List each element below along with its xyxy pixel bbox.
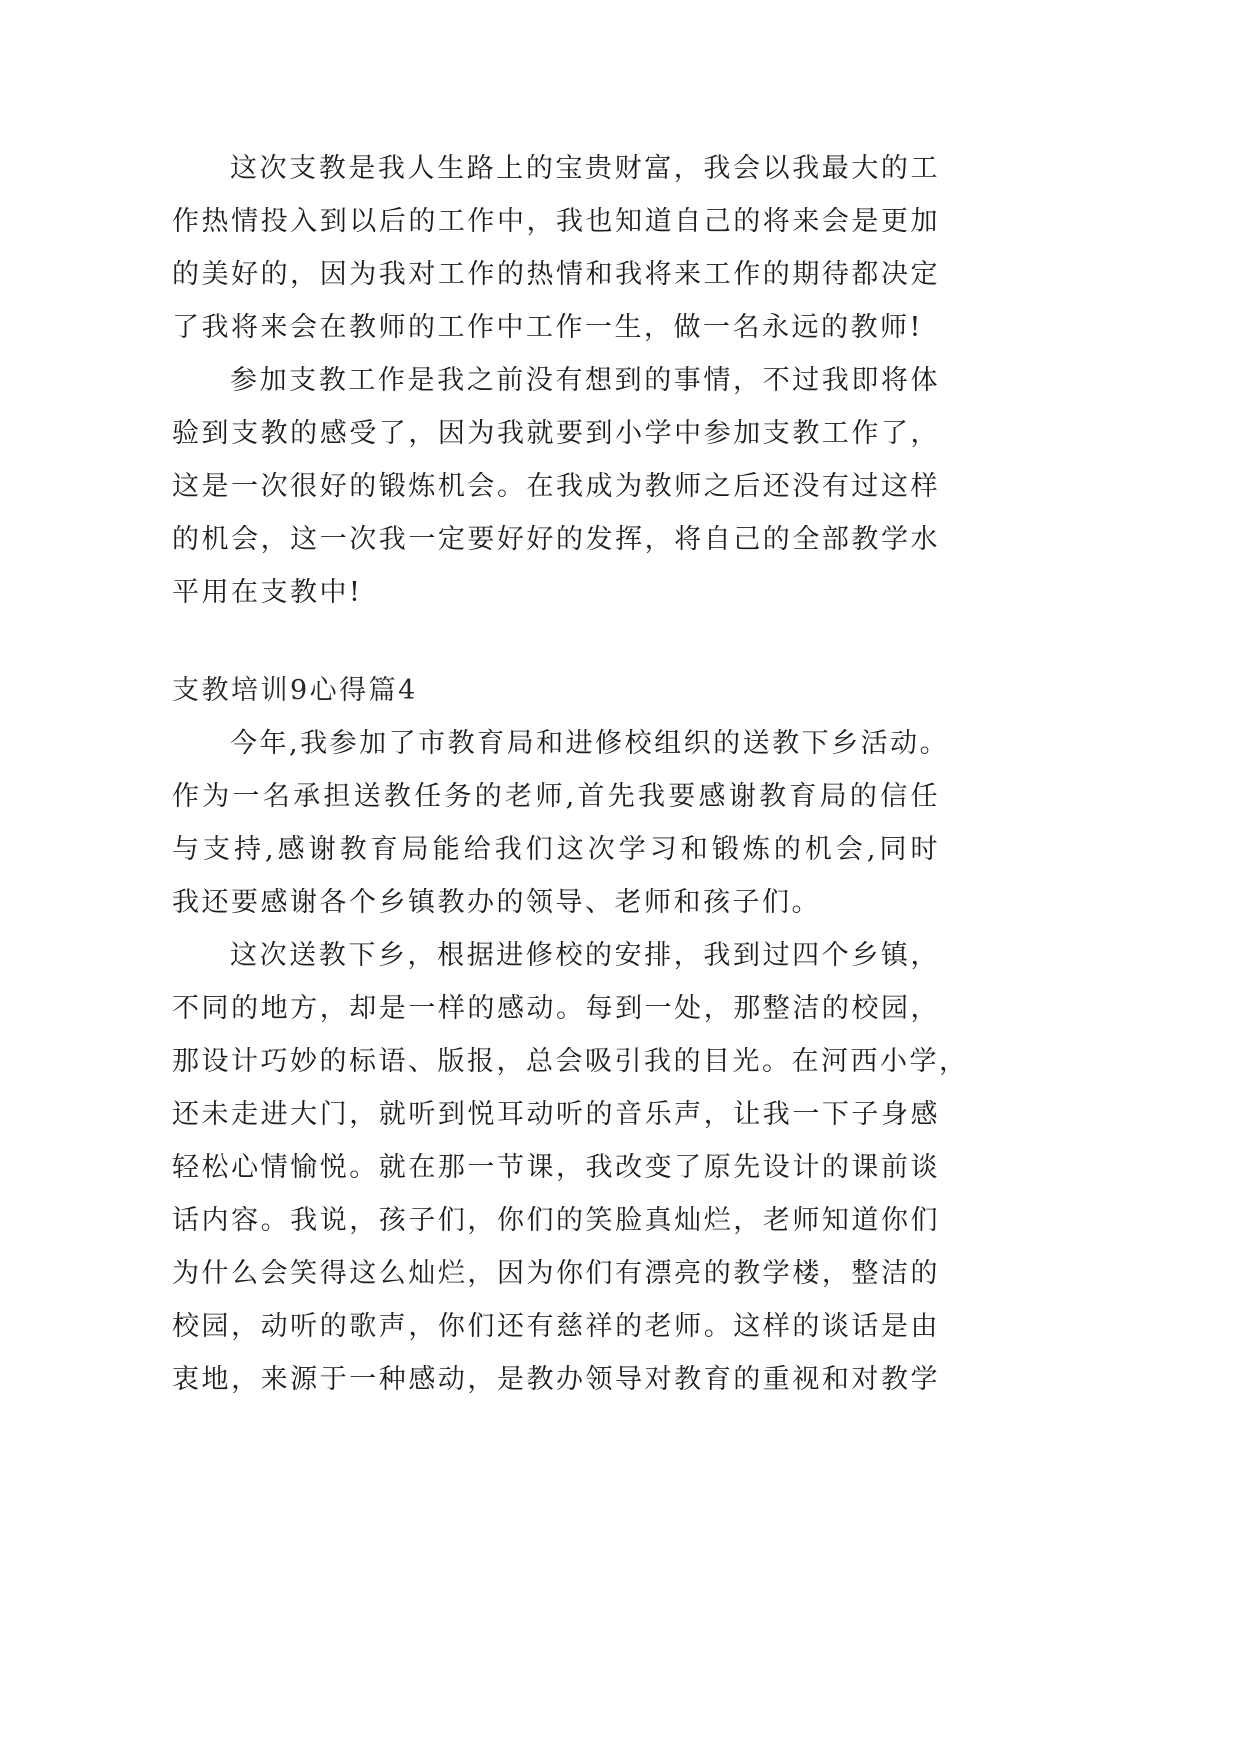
text-line: 还未走进大门，就听到悦耳动听的音乐声，让我一下子身感 [172,1099,940,1130]
text-line: 与支持,感谢教育局能给我们这次学习和锻炼的机会,同时 [172,834,940,865]
text-line: 作热情投入到以后的工作中，我也知道自己的将来会是更加 [172,206,940,237]
text-line: 衷地，来源于一种感动，是教办领导对教育的重视和对教学 [172,1364,940,1395]
paragraph [172,142,940,354]
text-line: 这次送教下乡，根据进修校的安排，我到过四个乡镇， [230,940,940,971]
text-line: 那设计巧妙的标语、版报，总会吸引我的目光。在河西小学， [172,1046,969,1077]
document-body [172,142,969,1406]
text-line: 验到支教的感受了，因为我就要到小学中参加支教工作了， [172,418,940,449]
text-line: 这次支教是我人生路上的宝贵财富，我会以我最大的工 [230,153,940,184]
text-line: 不同的地方，却是一样的感动。每到一处，那整洁的校园， [172,993,940,1024]
text-line: 了我将来会在教师的工作中工作一生，做一名永远的教师! [172,312,923,343]
text-line: 为什么会笑得这么灿烂，因为你们有漂亮的教学楼，整洁的 [172,1258,940,1289]
text-line: 校园，动听的歌声，你们还有慈祥的老师。这样的谈话是由 [172,1311,940,1342]
text-line: 平用在支教中! [172,577,363,608]
text-line: 的美好的，因为我对工作的热情和我将来工作的期待都决定 [172,259,940,290]
paragraph [172,354,940,619]
text-line: 这是一次很好的锻炼机会。在我成为教师之后还没有过这样 [172,471,940,502]
text-line: 话内容。我说，孩子们，你们的笑脸真灿烂，老师知道你们 [172,1205,940,1236]
text-line: 作为一名承担送教任务的老师,首先我要感谢教育局的信任 [172,781,940,812]
text-line: 的机会，这一次我一定要好好的发挥，将自己的全部教学水 [172,524,940,555]
text-line: 我还要感谢各个乡镇教办的领导、老师和孩子们。 [172,887,821,918]
paragraph [172,717,950,929]
paragraph [172,929,969,1406]
text-line: 今年,我参加了市教育局和进修校组织的送教下乡活动。 [230,728,950,759]
text-line: 轻松心情愉悦。就在那一节课，我改变了原先设计的课前谈 [172,1152,940,1183]
section-heading: 支教培训9心得篇4 [172,675,418,706]
text-line: 参加支教工作是我之前没有想到的事情，不过我即将体 [230,365,940,396]
